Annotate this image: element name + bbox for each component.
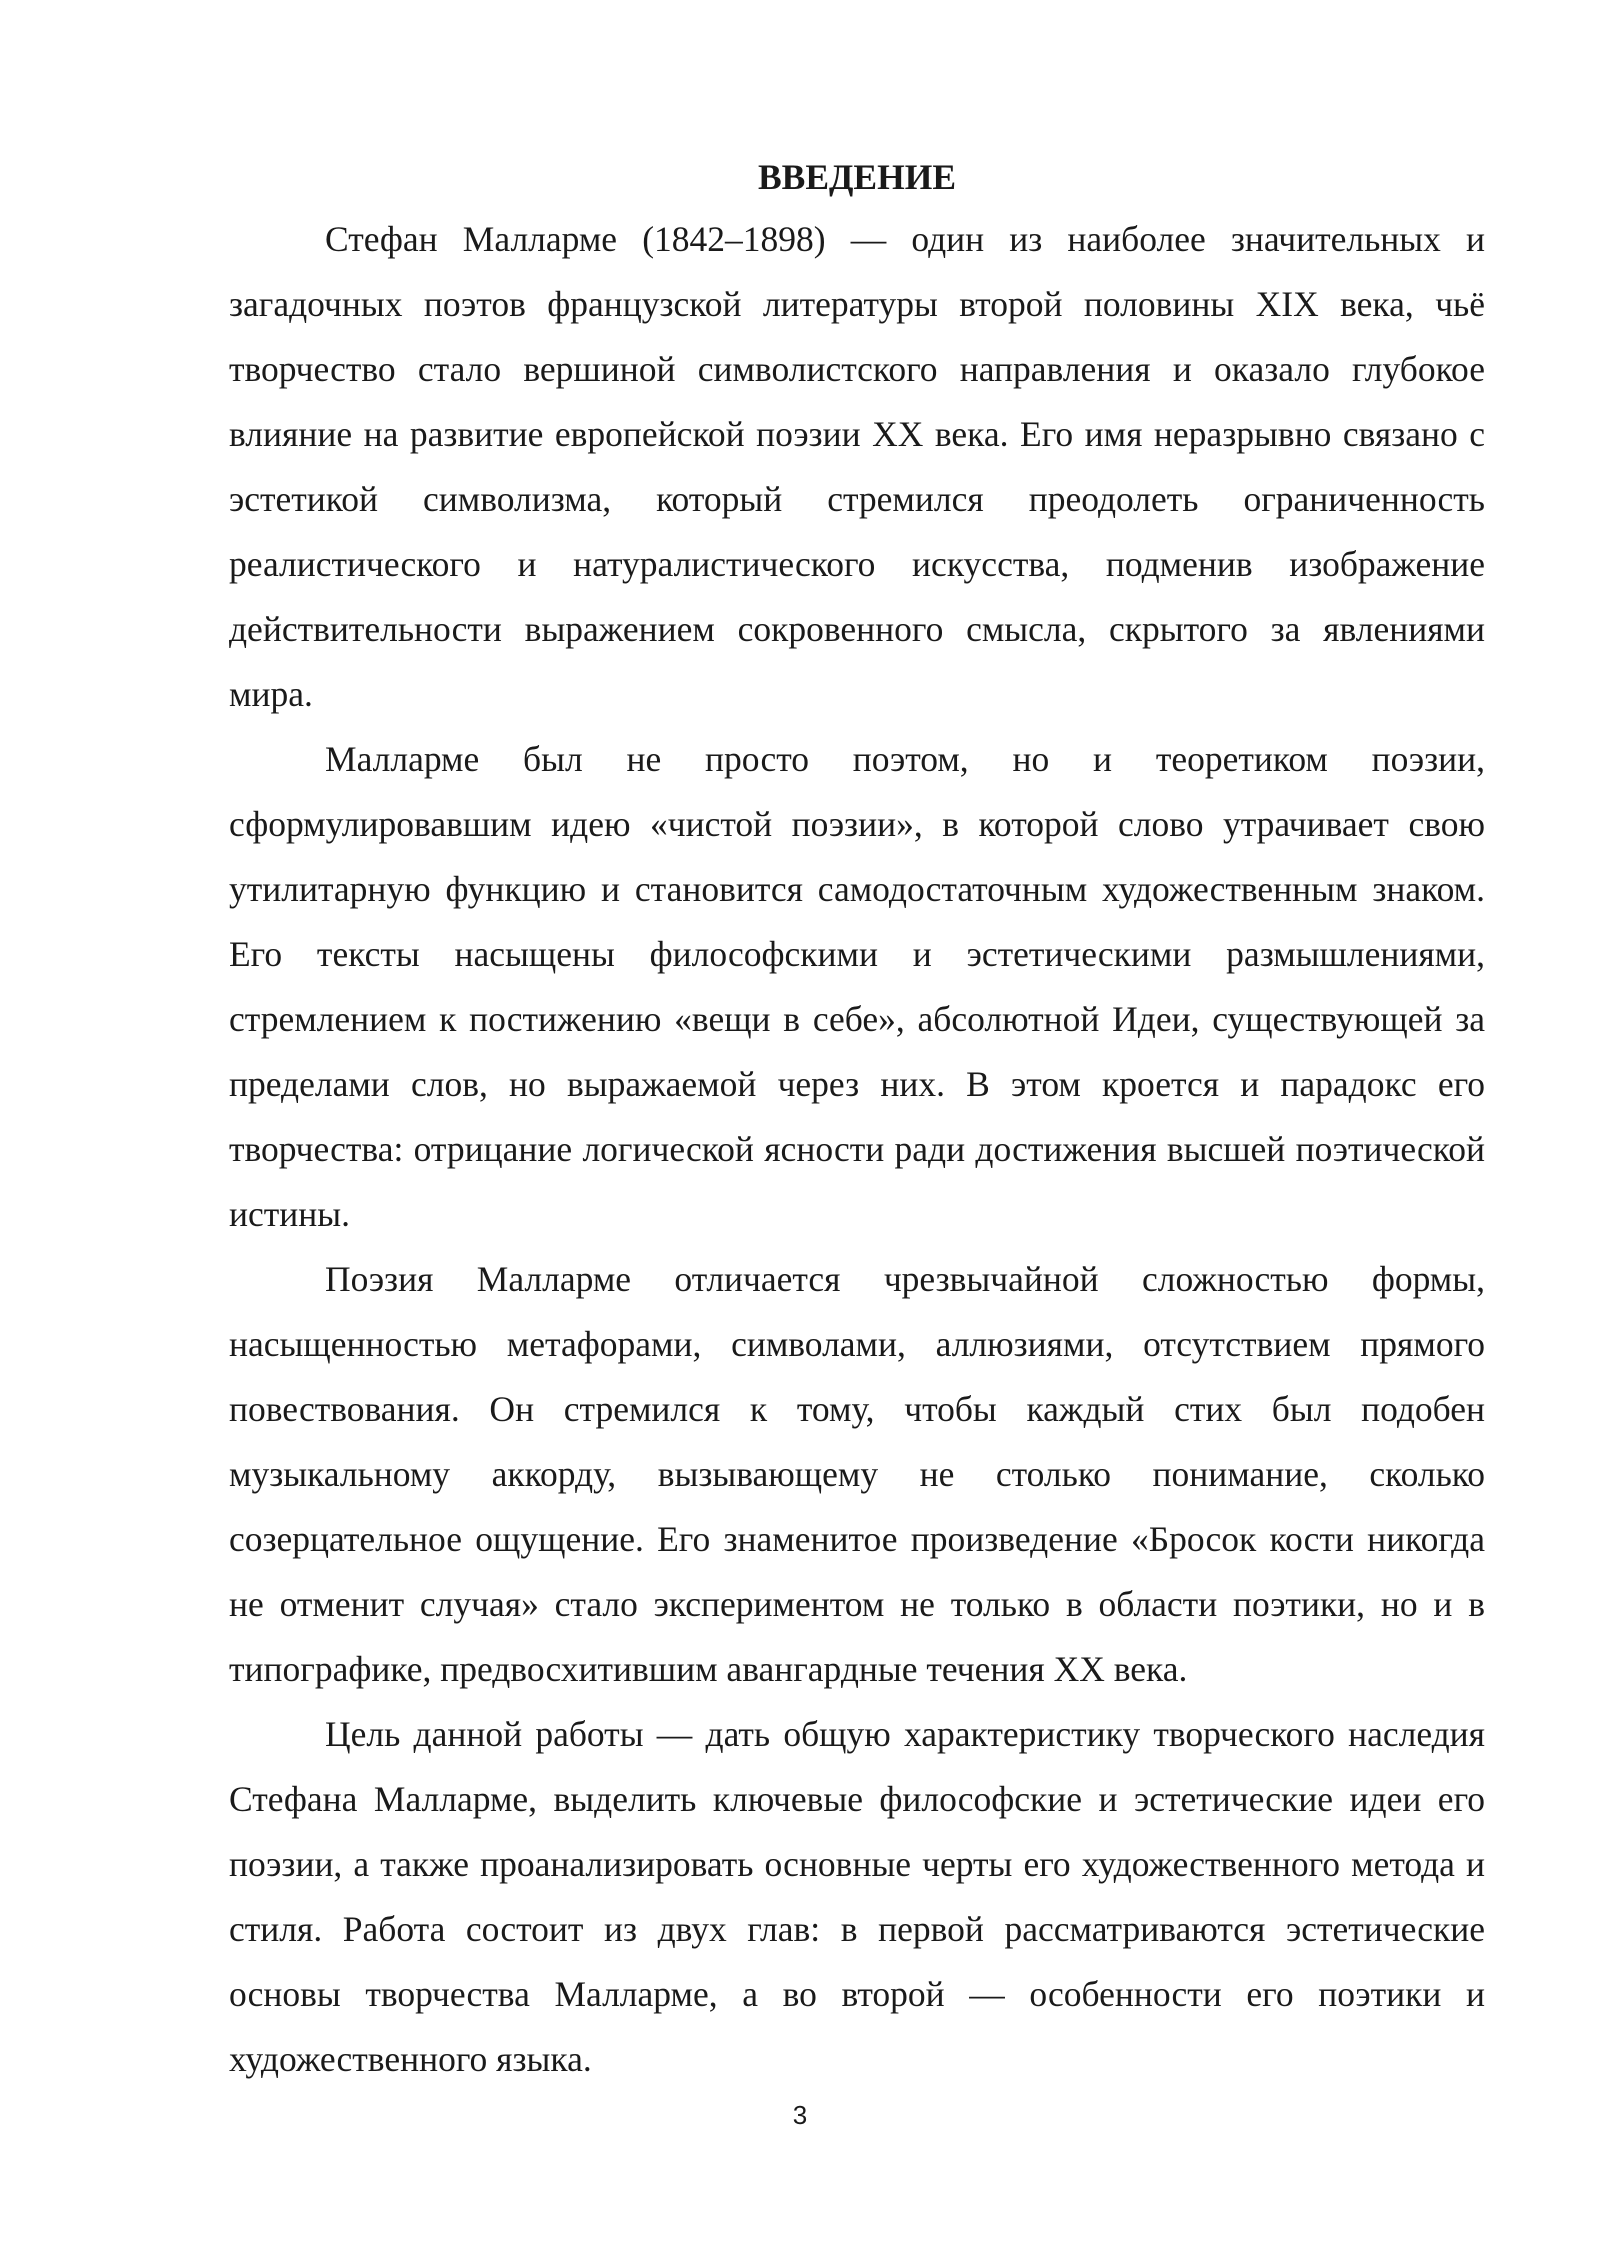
section-heading: ВВЕДЕНИЕ [757,157,957,197]
page-body [229,148,1485,2092]
paragraph-2: Малларме был не просто поэтом, но и теоретиком поэзии, сформулировавшим идею «чистой поэзии», в которой слово утрачивает свою утилитарную функцию и становится самодостаточным художественным знаком. Его тексты насыщены философскими и эстетическими размышлениями, стремлением к постижению «вещи в себе», абсолютной Идеи, существующей за пределами слов, но выражаемой через них. В этом кроется и парадокс его творчества: отрицание логической ясности ради достижения высшей поэтической истины. [229,739,1485,1234]
paragraph-4: Цель данной работы — дать общую характеристику творческого наследия Стефана Малларме, выделить ключевые философские и эстетические идеи его поэзии, а также проанализировать основные черты его художественного метода и стиля. Работа состоит из двух глав: в первой рассматриваются эстетические основы творчества Малларме, а во второй — особенности его поэтики и художественного языка. [229,1714,1485,2079]
page-number: 3 [792,2100,808,2130]
paragraph-3: Поэзия Малларме отличается чрезвычайной сложностью формы, насыщенностью метафорами, символами, аллюзиями, отсутствием прямого повествования. Он стремился к тому, чтобы каждый стих был подобен музыкальному аккорду, вызывающему не столько понимание, сколько созерцательное ощущение. Его знаменитое произведение «Бросок кости никогда не отменит случая» стало экспериментом не только в области поэтики, но и в типографике, предвосхитившим авангардные течения XX века. [229,1259,1485,1689]
paragraph-1: Стефан Малларме (1842–1898) — один из наиболее значительных и загадочных поэтов французской литературы второй половины XIX века, чьё творчество стало вершиной символистского направления и оказало глубокое влияние на развитие европейской поэзии XX века. Его имя неразрывно связано с эстетикой символизма, который стремился преодолеть ограниченность реалистического и натуралистического искусства, подменив изображение действительности выражением сокровенного смысла, скрытого за явлениями мира. [229,219,1485,714]
